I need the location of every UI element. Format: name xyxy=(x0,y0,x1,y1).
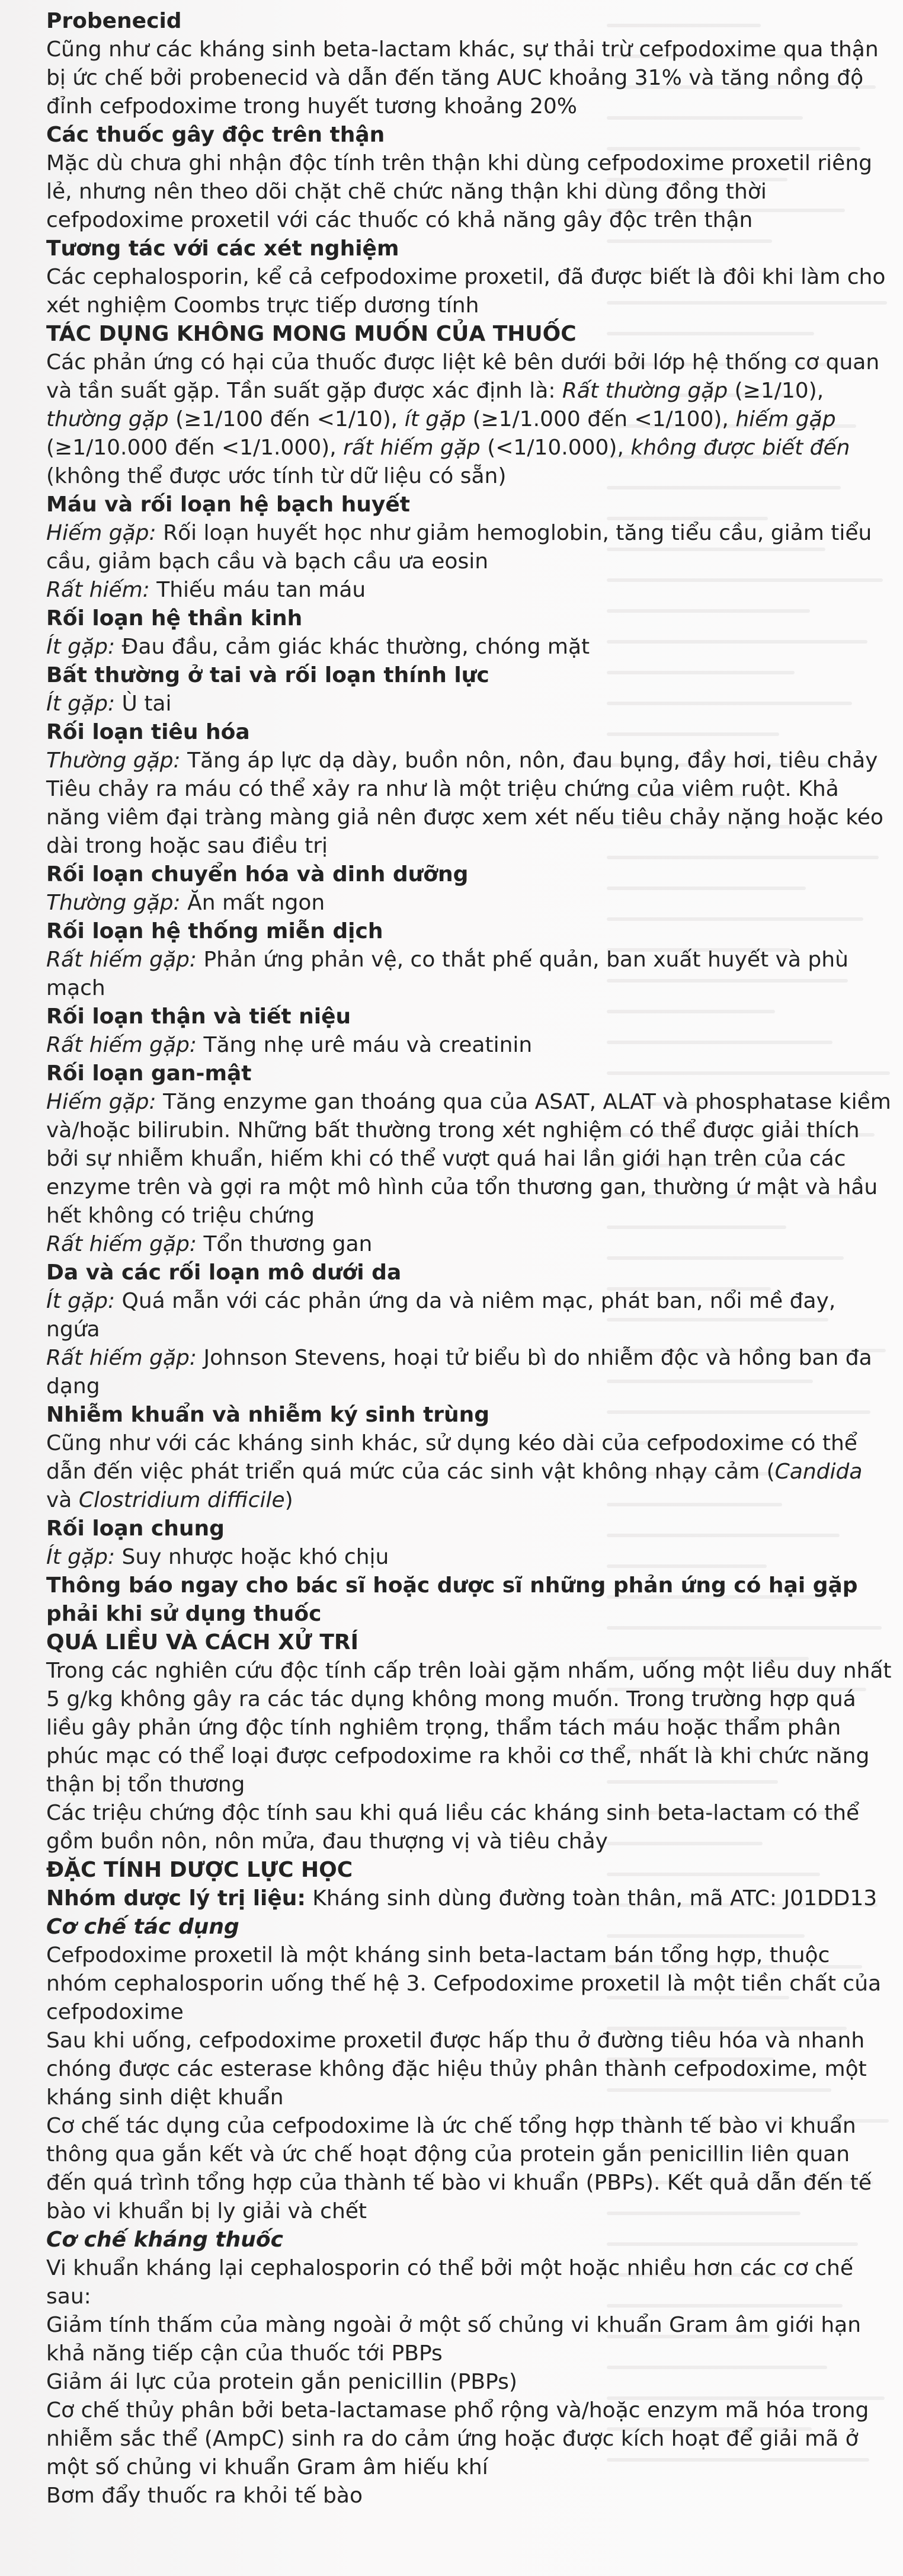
text-span: (≥1/1.000 đến <1/100), xyxy=(466,407,736,431)
heading-nephrotoxic: Các thuốc gây độc trên thận xyxy=(46,123,385,147)
freq-uncommon: ít gặp xyxy=(404,407,466,431)
text-span: Ăn mất ngon xyxy=(180,891,325,915)
heading-skin: Da và các rối loạn mô dưới da xyxy=(46,1260,402,1285)
paragraph-mechanism-3: Cơ chế tác dụng của cefpodoxime là ức chế tổng hợp thành tế bào vi khuẩn thông qua gắn kết và ức chế hoạt động của protein gắn penicillin liên quan đến quá trình tổng hợp của thành tế bào vi khuẩn (PBPs). Kết quả dẫn đến tế bào vi khuẩn bị ly giải và chết xyxy=(46,2114,872,2223)
text-span: Cũng như với các kháng sinh khác, sử dụng kéo dài của cefpodoxime có thể dẫn đến việc phát triển quá mức của các sinh vật không nhạy cảm ( xyxy=(46,1431,857,1484)
freq-label: Rất hiếm gặp: xyxy=(46,1346,197,1370)
freq-very-common: Rất thường gặp xyxy=(562,379,728,403)
text-span: Tăng áp lực dạ dày, buồn nôn, nôn, đau bụng, đầy hơi, tiêu chảy xyxy=(180,748,878,773)
text-span: ) xyxy=(284,1488,293,1512)
paragraph-gastro-2: Tiêu chảy ra máu có thể xảy ra như là một triệu chứng của viêm ruột. Khả năng viêm đại tràng màng giả nên được xem xét nếu tiêu chảy nặng hoặc kéo dài trong hoặc sau điều trị xyxy=(46,777,883,858)
document-body xyxy=(46,7,894,2510)
heading-gastro: Rối loạn tiêu hóa xyxy=(46,720,250,744)
freq-label: Hiếm gặp: xyxy=(46,1090,156,1114)
heading-blood: Máu và rối loạn hệ bạch huyết xyxy=(46,492,410,517)
paragraph-lab-tests: Các cephalosporin, kể cả cefpodoxime proxetil, đã được biết là đôi khi làm cho xét nghiệm Coombs trực tiếp dương tính xyxy=(46,265,886,318)
text-span: Đau đầu, cảm giác khác thường, chóng mặt xyxy=(115,635,590,659)
paragraph-resistance-2: Giảm tính thấm của màng ngoài ở một số chủng vi khuẩn Gram âm giới hạn khả năng tiếp cận của thuốc tới PBPs xyxy=(46,2313,862,2366)
freq-very-rare: rất hiếm gặp xyxy=(343,436,481,460)
paragraph-overdose-1: Trong các nghiên cứu độc tính cấp trên loài gặm nhấm, uống một liều duy nhất 5 g/kg không gây ra các tác dụng không mong muốn. Trong trường hợp quá liều gây phản ứng độc tính nghiêm trọng, thẩm tách máu hoặc thẩm phân phúc mạc có thể loại được cefpodoxime ra khỏi cơ thể, nhất là khi chức năng thận bị tổn thương xyxy=(46,1659,892,1797)
text-span: Quá mẫn với các phản ứng da và niêm mạc, phát ban, nổi mề đay, ngứa xyxy=(46,1289,836,1342)
text-span: Johnson Stevens, hoại tử biểu bì do nhiễm độc và hồng ban đa dạng xyxy=(46,1346,872,1399)
organism-name: Candida xyxy=(774,1460,863,1484)
text-span: Tăng enzyme gan thoáng qua của ASAT, ALAT và phosphatase kiềm và/hoặc bilirubin. Những bất thường trong xét nghiệm có thể được giải thích bởi sự nhiễm khuẩn, hiếm khi có thể vượt quá hai lần giới hạn trên của các enzyme trên và gợi ra một mô hình của tổn thương gan, thường ứ mật và hầu hết không có triệu chứng xyxy=(46,1090,891,1228)
paragraph-nervous xyxy=(46,633,894,661)
text-span: Kháng sinh dùng đường toàn thân, mã ATC: J01DD13 xyxy=(305,1886,878,1911)
freq-label: Rất hiếm gặp: xyxy=(46,1232,197,1256)
freq-label: Hiếm gặp: xyxy=(46,521,156,545)
paragraph-gastro-1 xyxy=(46,747,894,775)
paragraph-infections xyxy=(46,1429,894,1515)
section-adverse-effects: TÁC DỤNG KHÔNG MONG MUỐN CỦA THUỐC xyxy=(46,322,577,346)
section-pharmacodynamics: ĐẶC TÍNH DƯỢC LỰC HỌC xyxy=(46,1858,353,1882)
freq-label: Ít gặp: xyxy=(46,692,116,716)
paragraph-nephrotoxic: Mặc dù chưa ghi nhận độc tính trên thận khi dùng cefpodoxime proxetil riêng lẻ, nhưng nên theo dõi chặt chẽ chức năng thận khi dùng đồng thời cefpodoxime proxetil với các thuốc có khả năng gây độc trên thận xyxy=(46,151,872,232)
paragraph-mechanism-1: Cefpodoxime proxetil là một kháng sinh beta-lactam bán tổng hợp, thuộc nhóm cephalosporin uống thế hệ 3. Cefpodoxime proxetil là một tiền chất của cefpodoxime xyxy=(46,1943,882,2024)
paragraph-blood-2 xyxy=(46,576,894,604)
freq-label: Thường gặp: xyxy=(46,748,181,773)
heading-ear: Bất thường ở tai và rối loạn thính lực xyxy=(46,663,489,687)
text-span: Phản ứng phản vệ, co thắt phế quản, ban xuất huyết và phù mạch xyxy=(46,948,848,1000)
heading-general: Rối loạn chung xyxy=(46,1516,225,1541)
text-span: (≥1/100 đến <1/10), xyxy=(168,407,405,431)
freq-label: Rất hiếm gặp: xyxy=(46,1033,197,1057)
paragraph-hepatobiliary-2 xyxy=(46,1230,894,1259)
freq-label: Ít gặp: xyxy=(46,635,116,659)
paragraph-overdose-2: Các triệu chứng độc tính sau khi quá liều các kháng sinh beta-lactam có thể gồm buồn nôn, nôn mửa, đau thượng vị và tiêu chảy xyxy=(46,1801,860,1854)
organism-name: Clostridium difficile xyxy=(78,1488,285,1512)
text-span: (≥1/10.000 đến <1/1.000), xyxy=(46,436,344,460)
heading-probenecid: Probenecid xyxy=(46,9,182,33)
paragraph-frequency xyxy=(46,348,894,491)
paragraph-mechanism-2: Sau khi uống, cefpodoxime proxetil được hấp thu ở đường tiêu hóa và nhanh chóng được các esterase không đặc hiệu thủy phân thành cefpodoxime, một kháng sinh diệt khuẩn xyxy=(46,2028,867,2110)
text-span: và xyxy=(46,1488,79,1512)
paragraph-renal xyxy=(46,1031,894,1060)
text-span: Rối loạn huyết học như giảm hemoglobin, tăng tiểu cầu, giảm tiểu cầu, giảm bạch cầu và bạch cầu ưa eosin xyxy=(46,521,872,574)
freq-label: Thường gặp: xyxy=(46,891,181,915)
paragraph-resistance-5: Bơm đẩy thuốc ra khỏi tế bào xyxy=(46,2484,363,2508)
paragraph-hepatobiliary-1 xyxy=(46,1088,894,1230)
subheading-resistance: Cơ chế kháng thuốc xyxy=(46,2228,283,2252)
freq-label: Rất hiếm: xyxy=(46,578,150,602)
freq-common: thường gặp xyxy=(46,407,169,431)
paragraph-general xyxy=(46,1543,894,1572)
freq-unknown: không được biết đến xyxy=(630,436,850,460)
paragraph-immune xyxy=(46,946,894,1003)
subheading-mechanism: Cơ chế tác dụng xyxy=(46,1915,239,1939)
text-span: Tổn thương gan xyxy=(197,1232,373,1256)
text-span: (không thể được ước tính từ dữ liệu có sẵn) xyxy=(46,464,507,488)
notice-report-adverse: Thông báo ngay cho bác sĩ hoặc dược sĩ những phản ứng có hại gặp phải khi sử dụng thuốc xyxy=(46,1573,858,1626)
freq-rare: hiếm gặp xyxy=(735,407,836,431)
heading-immune: Rối loạn hệ thống miễn dịch xyxy=(46,919,383,943)
freq-label: Ít gặp: xyxy=(46,1545,116,1569)
paragraph-resistance-4: Cơ chế thủy phân bởi beta-lactamase phổ rộng và/hoặc enzym mã hóa trong nhiễm sắc thể (AmpC) sinh ra do cảm ứng hoặc được kích hoạt để giải mã ở một số chủng vi khuẩn Gram âm hiếu khí xyxy=(46,2398,869,2479)
paragraph-ear xyxy=(46,690,894,718)
heading-infections: Nhiễm khuẩn và nhiễm ký sinh trùng xyxy=(46,1403,490,1427)
paragraph-skin-1 xyxy=(46,1287,894,1344)
text-span: (<1/10.000), xyxy=(480,436,631,460)
text-span: (≥1/10), xyxy=(728,379,824,403)
text-span: Các phản ứng có hại của thuốc được liệt kê bên dưới bởi lớp hệ thống cơ quan và tần suất gặp. Tần suất gặp được xác định là: xyxy=(46,350,880,403)
text-span: Thiếu máu tan máu xyxy=(149,578,366,602)
text-span: Suy nhược hoặc khó chịu xyxy=(115,1545,389,1569)
heading-nervous: Rối loạn hệ thần kinh xyxy=(46,606,303,631)
heading-metabolism: Rối loạn chuyển hóa và dinh dưỡng xyxy=(46,862,469,887)
paragraph-blood-1 xyxy=(46,519,894,576)
text-span: Ù tai xyxy=(115,692,172,716)
heading-hepatobiliary: Rối loạn gan-mật xyxy=(46,1061,252,1086)
heading-lab-tests: Tương tác với các xét nghiệm xyxy=(46,236,399,261)
paragraph-skin-2 xyxy=(46,1344,894,1401)
heading-renal: Rối loạn thận và tiết niệu xyxy=(46,1004,351,1029)
section-overdose: QUÁ LIỀU VÀ CÁCH XỬ TRÍ xyxy=(46,1630,359,1655)
freq-label: Ít gặp: xyxy=(46,1289,116,1313)
paragraph-probenecid: Cũng như các kháng sinh beta-lactam khác, sự thải trừ cefpodoxime qua thận bị ức chế bởi probenecid và dẫn đến tăng AUC khoảng 31% và tăng nồng độ đỉnh cefpodoxime trong huyết tương khoảng 20% xyxy=(46,37,879,119)
paragraph-metabolism xyxy=(46,889,894,917)
paragraph-resistance-1: Vi khuẩn kháng lại cephalosporin có thể bởi một hoặc nhiều hơn các cơ chế sau: xyxy=(46,2256,853,2309)
text-span: Tăng nhẹ urê máu và creatinin xyxy=(197,1033,533,1057)
pharm-group-label: Nhóm dược lý trị liệu: xyxy=(46,1886,306,1911)
paragraph-pharm-group xyxy=(46,1884,894,1913)
paragraph-resistance-3: Giảm ái lực của protein gắn penicillin (PBPs) xyxy=(46,2370,517,2394)
freq-label: Rất hiếm gặp: xyxy=(46,948,197,972)
